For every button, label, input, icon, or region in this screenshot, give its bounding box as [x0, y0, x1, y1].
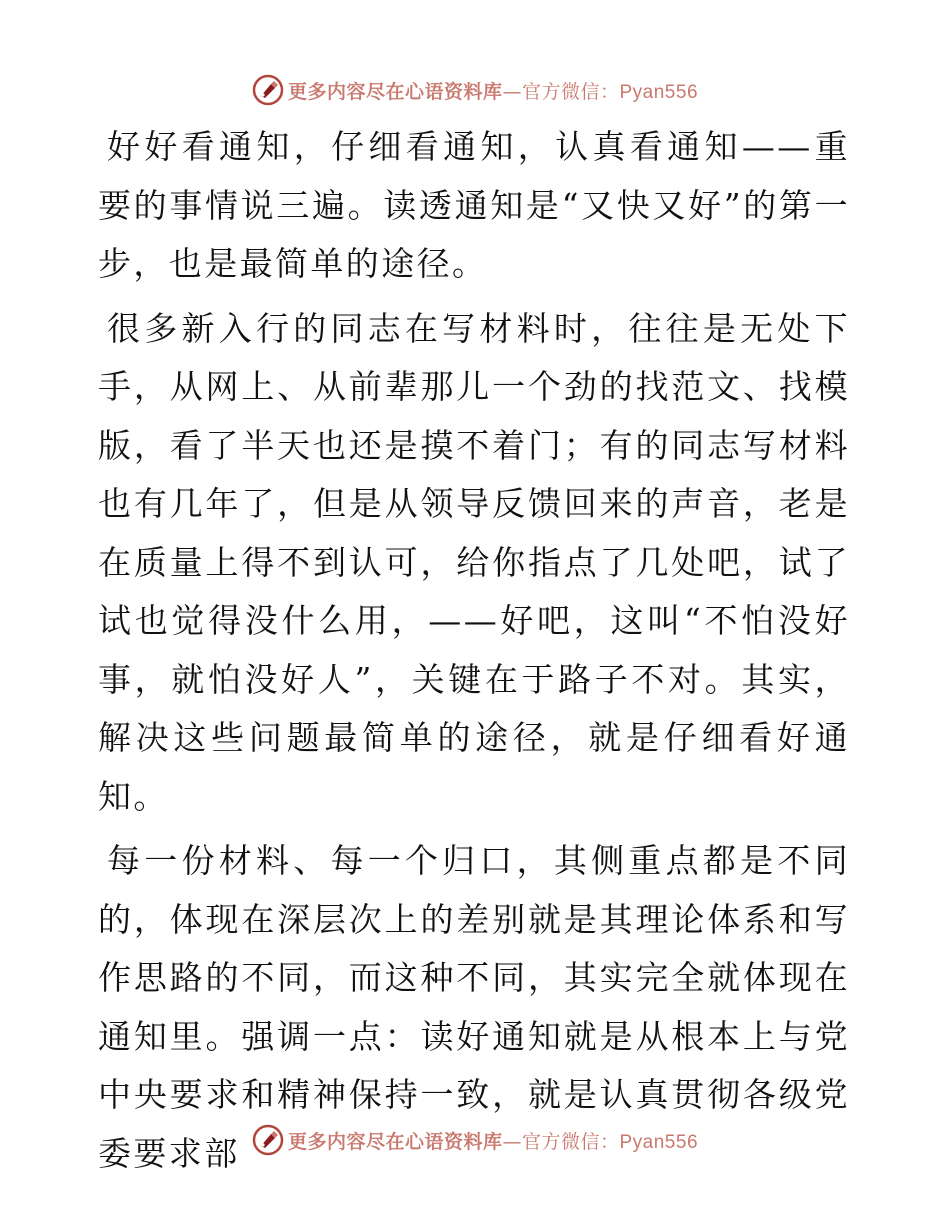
watermark-wechat-label: 官方微信：: [521, 80, 620, 103]
pen-nib-logo-icon: [252, 74, 284, 106]
paragraph-2-text: 很多新入行的同志在写材料时，往往是无处下手，从网上、从前辈那儿一个劲的找范文、找模版，看了半天也还是摸不着门；有的同志写材料也有几年了，但是从领导反馈回来的声音，老是在质量上得不到认可，给你指点了几处吧，试了试也觉得没什么用，——好吧，这叫“不怕没好事，就怕没好人”，关键在于路子不对。其实，解决这些问题最简单的途径，就是仔细看好通知。: [98, 308, 850, 816]
watermark-wechat-label: 官方微信：: [521, 1130, 620, 1153]
paragraph-1-text: 好好看通知，仔细看通知，认真看通知——重要的事情说三遍。读透通知是“又快又好”的第一步，也是最简单的途径。: [98, 127, 850, 283]
watermark-main-text: 更多内容尽在心语资料库: [287, 1130, 503, 1153]
watermark-main-text: 更多内容尽在心语资料库: [287, 80, 503, 103]
document-body: [98, 118, 850, 1189]
watermark-dash: —: [502, 1130, 522, 1153]
pen-nib-logo-icon: [252, 1124, 284, 1156]
paragraph-2: [98, 300, 850, 827]
watermark-text: [288, 1127, 698, 1154]
watermark-dash: —: [502, 80, 522, 103]
watermark-wechat-id: Pyan556: [619, 1131, 699, 1153]
paragraph-3-text: 每一份材料、每一个归口，其侧重点都是不同的，体现在深层次上的差别就是其理论体系和写作思路的不同，而这种不同，其实完全就体现在通知里。强调一点：读好通知就是从根本上与党中央要求和精神保持一致，就是认真贯彻各级党委要求部: [98, 841, 850, 1173]
watermark-wechat-id: Pyan556: [619, 81, 699, 103]
header-watermark-banner: [0, 70, 950, 110]
footer-watermark-banner: [0, 1120, 950, 1160]
paragraph-1: [98, 118, 850, 294]
watermark-text: [288, 77, 698, 104]
